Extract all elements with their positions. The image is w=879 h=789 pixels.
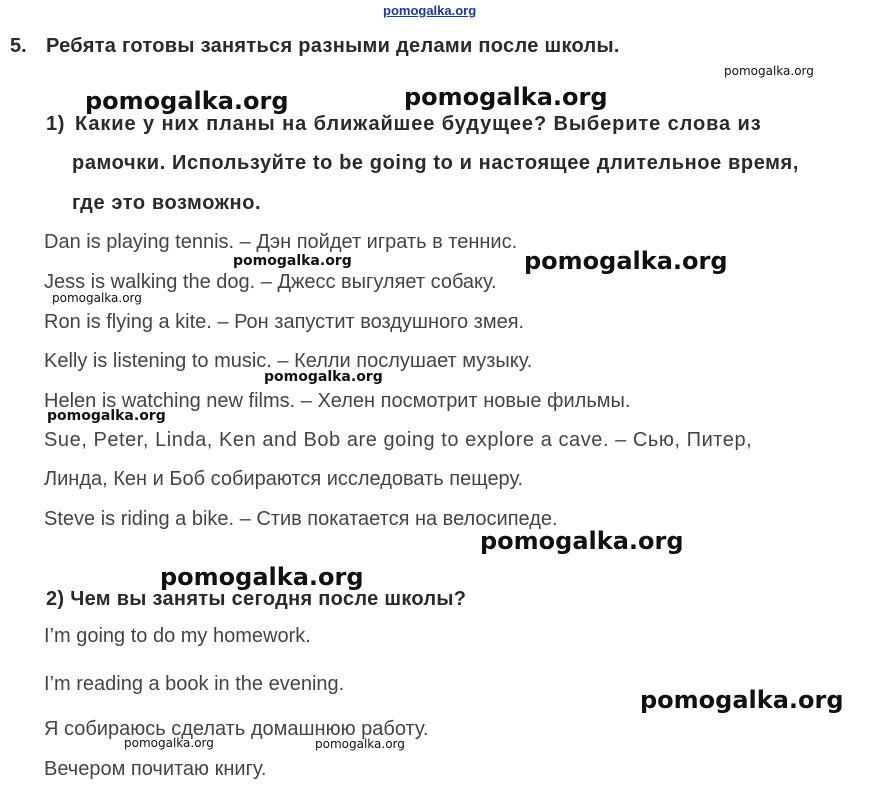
watermark-large: pomogalka.org [480,527,684,555]
answer-line: Я собираюсь сделать домашнюю работу. [44,718,429,740]
answer-line: Ron is flying a kite. – Рон запустит воздушного змея. [44,311,525,333]
task1-line2: рамочки. Используйте to be going to и настоящее длительное время, [72,152,799,174]
task2-title: 2) Чем вы заняты сегодня после школы? [46,588,467,610]
watermark-medium: pomogalka.org [264,369,383,385]
exercise-number: 5. [10,35,27,57]
answer-line: Helen is watching new films. – Хелен посмотрит новые фильмы. [44,390,631,412]
answer-line: Kelly is listening to music. – Келли послушает музыку. [44,350,533,372]
watermark-small: pomogalka.org [124,736,214,750]
task1-line3: где это возможно. [72,192,262,214]
watermark-medium: pomogalka.org [233,253,352,269]
watermark-large: pomogalka.org [160,563,364,591]
answer-line: Sue, Peter, Linda, Ken and Bob are going to explore a cave. – Сью, Питер, [44,429,753,451]
watermark-top: pomogalka.org [383,3,477,18]
answer-line: Steve is riding a bike. – Стив покатается на велосипеде. [44,508,558,530]
watermark-small: pomogalka.org [724,64,814,78]
answer-line: Линда, Кен и Боб собираются исследовать пещеру. [44,468,524,490]
task1-number: 1) [46,113,65,135]
watermark-large: pomogalka.org [640,686,844,714]
watermark-large: pomogalka.org [524,247,728,275]
answer-line: Jess is walking the dog. – Джесс выгуляет собаку. [44,271,497,293]
watermark-large: pomogalka.org [404,83,608,111]
answer-line: Вечером почитаю книгу. [44,758,267,780]
watermark-small: pomogalka.org [52,291,142,305]
answer-line: I’m reading a book in the evening. [44,673,345,695]
answer-line: I’m going to do my homework. [44,625,311,647]
exercise-title: Ребята готовы заняться разными делами после школы. [46,35,620,57]
answer-line: Dan is playing tennis. – Дэн пойдет играть в теннис. [44,231,518,253]
task1-line1: Какие у них планы на ближайшее будущее? Выберите слова из [75,113,762,135]
watermark-small: pomogalka.org [315,737,405,751]
watermark-large: pomogalka.org [85,87,289,115]
watermark-medium: pomogalka.org [47,408,166,424]
